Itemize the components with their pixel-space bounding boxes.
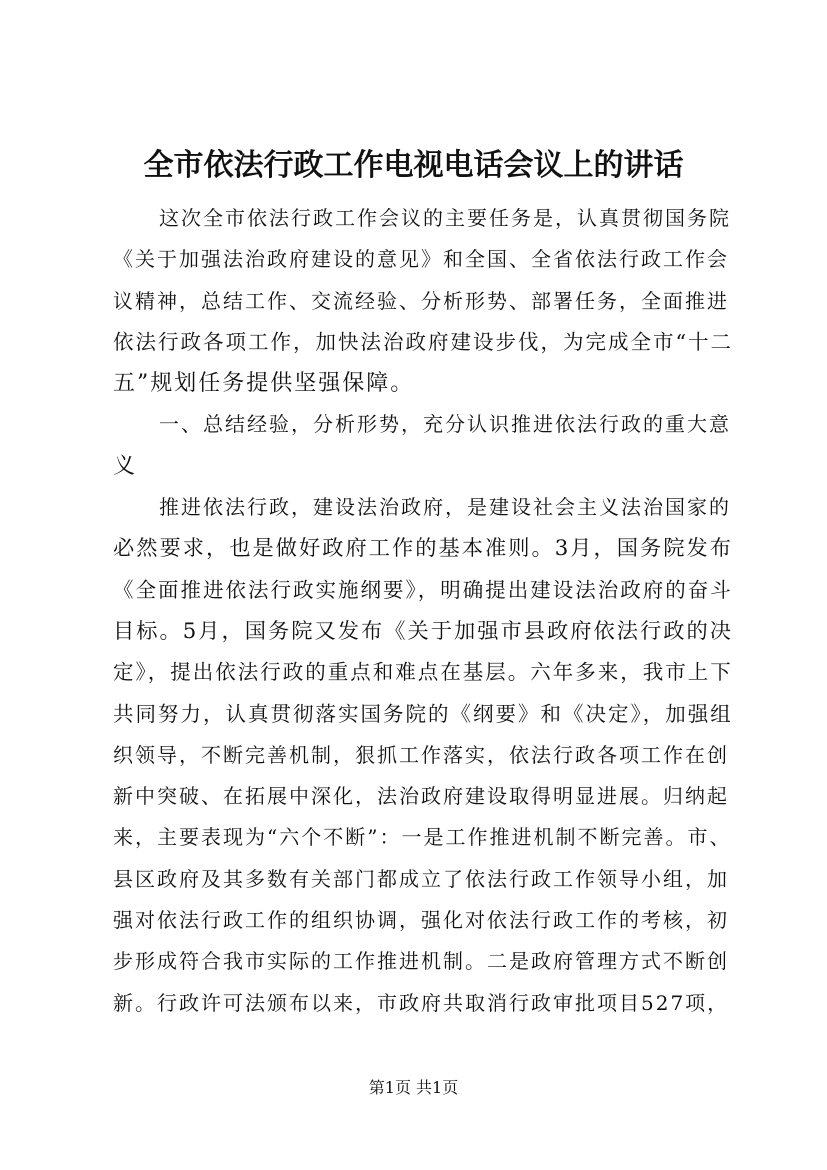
body-line: 《全面推进依法行政实施纲要》，明确提出建设法治政府的奋斗 — [113, 577, 733, 602]
body-line: 步形成符合我市实际的工作推进机制。二是政府管理方式不断创 — [113, 949, 729, 974]
body-line: 《关于加强法治政府建设的意见》和全国、全省依法行政工作会 — [113, 247, 729, 272]
body-line: 依法行政各项工作，加快法治政府建设步伐，为完成全市“十二 — [113, 329, 733, 354]
body-line: 必然要求，也是做好政府工作的基本准则。3月，国务院发布 — [113, 536, 733, 562]
body-line: 推进依法行政，建设法治政府，是建设社会主义法治国家的 — [159, 495, 731, 520]
page-footer: 第1页 共1页 — [368, 1078, 459, 1097]
body-line: 织领导，不断完善机制，狠抓工作落实，依法行政各项工作在创 — [113, 742, 729, 767]
body-line: 强对依法行政工作的组织协调，强化对依法行政工作的考核，初 — [113, 908, 729, 933]
section-heading-line: 一、总结经验，分析形势，充分认识推进依法行政的重大意 — [159, 412, 731, 437]
document-body — [113, 198, 733, 1024]
body-line: 五”规划任务提供坚强保障。 — [113, 371, 415, 397]
body-line: 来，主要表现为“六个不断”：一是工作推进机制不断完善。市、 — [113, 825, 732, 850]
body-line: 议精神，总结工作、交流经验、分析形势、部署任务，全面推进 — [113, 288, 729, 313]
body-line: 共同努力，认真贯彻落实国务院的《纲要》和《决定》，加强组 — [113, 701, 733, 726]
body-line: 新。行政许可法颁布以来，市政府共取消行政审批项目527项， — [113, 990, 730, 1015]
document-title: 全市依法行政工作电视电话会议上的讲话 — [143, 148, 684, 183]
body-line: 这次全市依法行政工作会议的主要任务是，认真贯彻国务院 — [159, 206, 731, 230]
body-line: 目标。5月，国务院又发布《关于加强市县政府依法行政的决 — [113, 618, 733, 644]
section-heading-line: 义 — [113, 453, 138, 479]
body-line: 新中突破、在拓展中深化，法治政府建设取得明显进展。归纳起 — [113, 784, 729, 809]
body-line: 定》，提出依法行政的重点和难点在基层。六年多来，我市上下 — [113, 660, 733, 685]
body-line: 县区政府及其多数有关部门都成立了依法行政工作领导小组，加 — [113, 866, 729, 891]
